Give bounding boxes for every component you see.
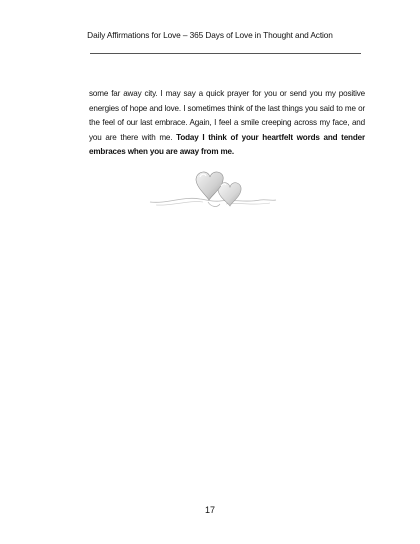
header-divider <box>90 53 361 54</box>
affirmation-statement: Today I think of your heartfelt words and tender embraces when you are away from me. <box>89 132 365 156</box>
page-number: 17 <box>204 505 215 515</box>
paragraph-text: some far away city. I may say a quick prayer for you or send you my positive energies of hope and love. I sometimes think of the last things you said to me or the feel of our last embrace. Again, I feel a smile creeping across my face, and you are there with me. <box>89 89 365 142</box>
running-header: Daily Affirmations for Love – 365 Days of Love in Thought and Action <box>87 30 333 40</box>
two-hearts-swirl-icon <box>148 166 278 212</box>
affirmation-paragraph <box>89 87 365 160</box>
